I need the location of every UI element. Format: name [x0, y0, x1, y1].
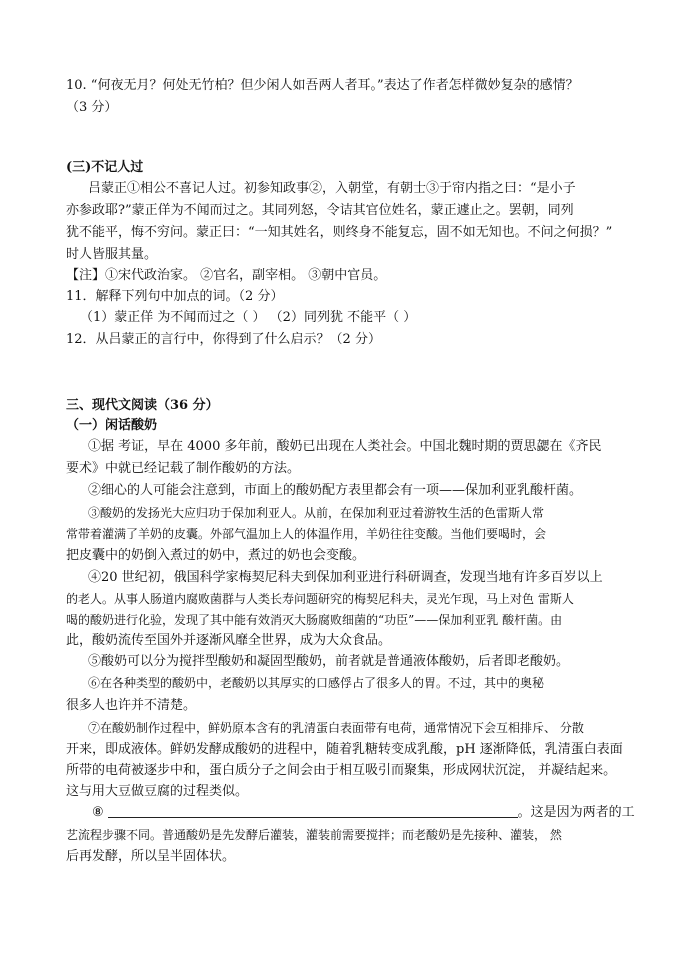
fill-in-line: [92, 803, 635, 823]
paragraph-line: 所带的电荷被逐步中和，蛋白质分子之间会由于相互吸引而聚集，形成网状沉淀， 并凝结起来。: [66, 763, 617, 778]
paragraph-line: ②细心的人可能会注意到，市面上的酸奶配方表里都会有一项——保加利亚乳酸杆菌。: [88, 483, 583, 498]
paragraph-line: ①据 考证，早在 4000 多年前，酸奶已出现在人类社会。中国北魏时期的贾思勰在《齐民: [88, 439, 602, 454]
article-title: （一）闲话酸奶: [66, 418, 158, 433]
paragraph-line: ⑥在各种类型的酸奶中，老酸奶以其厚实的口感俘占了很多人的胃。不过，其中的奥秘: [88, 676, 545, 690]
passage-line: 吕蒙正①相公不喜记人过。初参知政事②，入朝堂，有朝士③于帘内指之曰：“是小子: [88, 181, 576, 196]
paragraph-line: 这与用大豆做豆腐的过程类似。: [66, 784, 249, 799]
paragraph-line: 。这是因为两者的工: [517, 805, 635, 820]
passage-line: 犹不能平，悔不穷问。蒙正曰：“一知其姓名，则终身不能复忘，固不如无知也。不问之何损？”: [66, 225, 613, 240]
paragraph-line: 很多人也许并不清楚。: [66, 698, 197, 713]
paragraph-line: 把皮囊中的奶倒入煮过的奶中，煮过的奶也会变酸。: [66, 548, 366, 563]
paragraph-line: 后再发酵，所以呈半固体状。: [66, 849, 236, 864]
paragraph-line: 开来，即成液体。鲜奶发酵成酸奶的进程中，随着乳糖转变成乳酸，pH 逐渐降低，乳清蛋白表面: [66, 742, 623, 757]
q10-line2: （3 分）: [66, 100, 118, 115]
paragraph-line: 艺流程步骤不同。普通酸奶是先发酵后灌装，灌装前需要搅拌；而老酸奶是先接种、灌装， 然: [66, 828, 562, 842]
paragraph-line: 常带着灌满了羊奶的皮囊。外部气温加上人的体温作用，羊奶往往变酸。当他们要喝时，会: [66, 527, 547, 541]
question-11: 11．解释下列句中加点的词。（2 分）: [66, 289, 284, 304]
q10-line1: 10. “何夜无月？何处无竹柏？但少闲人如吾两人者耳。”表达了作者怎样微妙复杂的感情？: [66, 78, 579, 93]
paragraph-line: 的老人。从事人肠道内腐败菌群与人类长寿问题研究的梅契尼科夫，灵光乍现，马上对色 雷斯人: [66, 592, 574, 606]
paragraph-line: ④20 世纪初，俄国科学家梅契尼科夫到保加利亚进行科研调查，发现当地有许多百岁以上: [88, 570, 603, 585]
paragraph-line: ⑤酸奶可以分为搅拌型酸奶和凝固型酸奶，前者就是普通液体酸奶，后者即老酸奶。: [88, 654, 570, 669]
passage-line: 时人皆服其量。: [66, 247, 158, 262]
annotation-note: 【注】①宋代政治家。 ②官名，副宰相。 ③朝中官员。: [66, 268, 387, 283]
paragraph-line: 要术》中就已经记载了制作酸奶的方法。: [66, 461, 301, 476]
paragraph-line: ③酸奶的发扬光大应归功于保加利亚人。从前，在保加利亚过着游牧生活的色雷斯人常: [88, 506, 545, 520]
question-11-items: （1）蒙正佯 为不闻而过之（ ） （2）同列犹 不能平（ ）: [80, 310, 417, 325]
question-12: 12．从吕蒙正的言行中，你得到了什么启示？（2 分）: [66, 332, 381, 347]
part-heading: 三、现代文阅读（36 分）: [66, 398, 219, 413]
paragraph-line: 此，酸奶流传至国外并逐渐风靡全世界，成为大众食品。: [66, 633, 392, 648]
section-title: (三)不记人过: [66, 160, 144, 175]
paragraph-number: ⑧: [92, 805, 104, 820]
paragraph-line: 喝的酸奶进行化验，发现了其中能有效消灭大肠腐败细菌的“功臣”——保加利亚乳 酸杆菌。由: [66, 613, 563, 627]
paragraph-line: ⑦在酸奶制作过程中，鲜奶原本含有的乳清蛋白表面带有电荷，通常情况下会互相排斥、 分散: [88, 721, 584, 735]
passage-line: 亦参政耶?”蒙正佯为不闻而过之。其同列怒，令诘其官位姓名，蒙正遽止之。罢朝，同列: [66, 203, 574, 218]
answer-blank[interactable]: [108, 804, 518, 818]
